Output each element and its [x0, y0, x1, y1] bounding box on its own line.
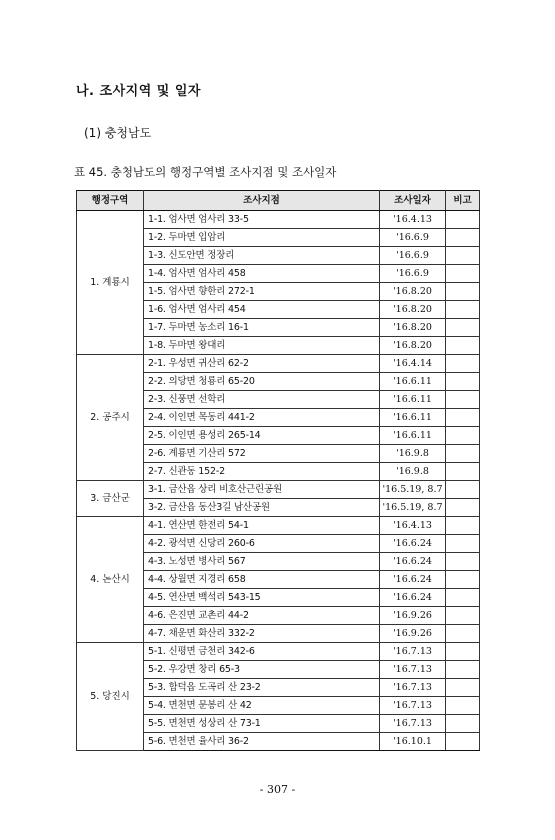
date-cell: '16.4.13 — [380, 517, 446, 535]
date-cell: '16.6.24 — [380, 553, 446, 571]
note-cell — [446, 373, 480, 391]
date-cell: '16.9.26 — [380, 625, 446, 643]
table-row — [77, 481, 480, 499]
site-cell: 1-6. 엄사면 엄사리 454 — [144, 301, 380, 319]
note-cell — [446, 553, 480, 571]
date-cell: '16.6.24 — [380, 535, 446, 553]
note-cell — [446, 715, 480, 733]
date-cell: '16.6.9 — [380, 247, 446, 265]
page-number: - 307 - — [259, 783, 296, 796]
note-cell — [446, 661, 480, 679]
note-cell — [446, 499, 480, 517]
site-cell: 4-5. 연산면 백석리 543-15 — [144, 589, 380, 607]
note-cell — [446, 733, 480, 751]
survey-table — [76, 190, 480, 751]
site-cell: 5-2. 우강면 창리 65-3 — [144, 661, 380, 679]
site-cell: 4-4. 상월면 지경리 658 — [144, 571, 380, 589]
site-cell: 5-1. 신평면 금천리 342-6 — [144, 643, 380, 661]
subsection-heading: (1) 충청남도 — [84, 126, 152, 140]
site-cell: 1-5. 엄사면 향한리 272-1 — [144, 283, 380, 301]
site-cell: 1-8. 두마면 왕대리 — [144, 337, 380, 355]
date-cell: '16.9.26 — [380, 607, 446, 625]
site-cell: 2-1. 우성면 귀산리 62-2 — [144, 355, 380, 373]
note-cell — [446, 211, 480, 229]
table-caption: 표 45. 충청남도의 행정구역별 조사지점 및 조사일자 — [74, 165, 337, 179]
note-cell — [446, 589, 480, 607]
date-cell: '16.7.13 — [380, 715, 446, 733]
note-cell — [446, 571, 480, 589]
region-cell: 4. 논산시 — [77, 517, 144, 643]
date-cell: '16.6.11 — [380, 373, 446, 391]
site-cell: 5-3. 합덕읍 도곡리 산 23-2 — [144, 679, 380, 697]
site-cell: 2-6. 계룡면 기산리 572 — [144, 445, 380, 463]
note-cell — [446, 319, 480, 337]
date-cell: '16.7.13 — [380, 661, 446, 679]
header-date: 조사일자 — [380, 191, 446, 211]
site-cell: 5-6. 면천면 율사리 36-2 — [144, 733, 380, 751]
note-cell — [446, 625, 480, 643]
table-header-row — [77, 191, 480, 211]
date-cell: '16.4.13 — [380, 211, 446, 229]
note-cell — [446, 409, 480, 427]
note-cell — [446, 301, 480, 319]
date-cell: '16.7.13 — [380, 679, 446, 697]
site-cell: 4-1. 연산면 한전리 54-1 — [144, 517, 380, 535]
note-cell — [446, 517, 480, 535]
date-cell: '16.6.11 — [380, 427, 446, 445]
site-cell: 3-1. 금산읍 상리 비호산근린공원 — [144, 481, 380, 499]
note-cell — [446, 535, 480, 553]
site-cell: 2-5. 이인면 용성리 265-14 — [144, 427, 380, 445]
site-cell: 4-3. 노성면 병사리 567 — [144, 553, 380, 571]
note-cell — [446, 391, 480, 409]
table-body — [77, 211, 480, 751]
region-cell: 5. 당진시 — [77, 643, 144, 751]
site-cell: 1-4. 엄사면 엄사리 458 — [144, 265, 380, 283]
site-cell: 3-2. 금산읍 동산3길 남산공원 — [144, 499, 380, 517]
site-cell: 2-4. 이인면 목동리 441-2 — [144, 409, 380, 427]
date-cell: '16.5.19, 8.7 — [380, 481, 446, 499]
site-cell: 1-2. 두마면 입암리 — [144, 229, 380, 247]
date-cell: '16.6.11 — [380, 391, 446, 409]
site-cell: 1-1. 엄사면 엄사리 33-5 — [144, 211, 380, 229]
site-cell: 4-2. 광석면 신당리 260-6 — [144, 535, 380, 553]
note-cell — [446, 283, 480, 301]
date-cell: '16.6.24 — [380, 589, 446, 607]
date-cell: '16.8.20 — [380, 301, 446, 319]
note-cell — [446, 337, 480, 355]
site-cell: 1-3. 신도안면 정장리 — [144, 247, 380, 265]
date-cell: '16.10.1 — [380, 733, 446, 751]
date-cell: '16.8.20 — [380, 283, 446, 301]
note-cell — [446, 481, 480, 499]
note-cell — [446, 427, 480, 445]
note-cell — [446, 463, 480, 481]
site-cell: 4-7. 채운면 화산리 332-2 — [144, 625, 380, 643]
site-cell: 5-4. 면천면 문봉리 산 42 — [144, 697, 380, 715]
date-cell: '16.9.8 — [380, 445, 446, 463]
table-row — [77, 211, 480, 229]
note-cell — [446, 355, 480, 373]
region-cell: 3. 금산군 — [77, 481, 144, 517]
note-cell — [446, 229, 480, 247]
region-cell: 1. 계룡시 — [77, 211, 144, 355]
date-cell: '16.5.19, 8.7 — [380, 499, 446, 517]
date-cell: '16.9.8 — [380, 463, 446, 481]
note-cell — [446, 247, 480, 265]
date-cell: '16.4.14 — [380, 355, 446, 373]
table-row — [77, 517, 480, 535]
date-cell: '16.6.24 — [380, 571, 446, 589]
note-cell — [446, 643, 480, 661]
table-row — [77, 355, 480, 373]
date-cell: '16.7.13 — [380, 643, 446, 661]
date-cell: '16.6.11 — [380, 409, 446, 427]
site-cell: 2-7. 신관동 152-2 — [144, 463, 380, 481]
site-cell: 4-6. 은진면 교촌리 44-2 — [144, 607, 380, 625]
date-cell: '16.7.13 — [380, 697, 446, 715]
site-cell: 2-2. 의당면 청룡리 65-20 — [144, 373, 380, 391]
date-cell: '16.8.20 — [380, 337, 446, 355]
header-note: 비고 — [446, 191, 480, 211]
note-cell — [446, 607, 480, 625]
site-cell: 2-3. 신풍면 선학리 — [144, 391, 380, 409]
date-cell: '16.8.20 — [380, 319, 446, 337]
date-cell: '16.6.9 — [380, 229, 446, 247]
note-cell — [446, 697, 480, 715]
date-cell: '16.6.9 — [380, 265, 446, 283]
table-row — [77, 643, 480, 661]
note-cell — [446, 679, 480, 697]
site-cell: 1-7. 두마면 농소리 16-1 — [144, 319, 380, 337]
section-heading: 나. 조사지역 및 일자 — [76, 84, 201, 99]
region-cell: 2. 공주시 — [77, 355, 144, 481]
note-cell — [446, 445, 480, 463]
site-cell: 5-5. 면천면 성상리 산 73-1 — [144, 715, 380, 733]
note-cell — [446, 265, 480, 283]
header-region: 행정구역 — [77, 191, 144, 211]
header-site: 조사지점 — [144, 191, 380, 211]
